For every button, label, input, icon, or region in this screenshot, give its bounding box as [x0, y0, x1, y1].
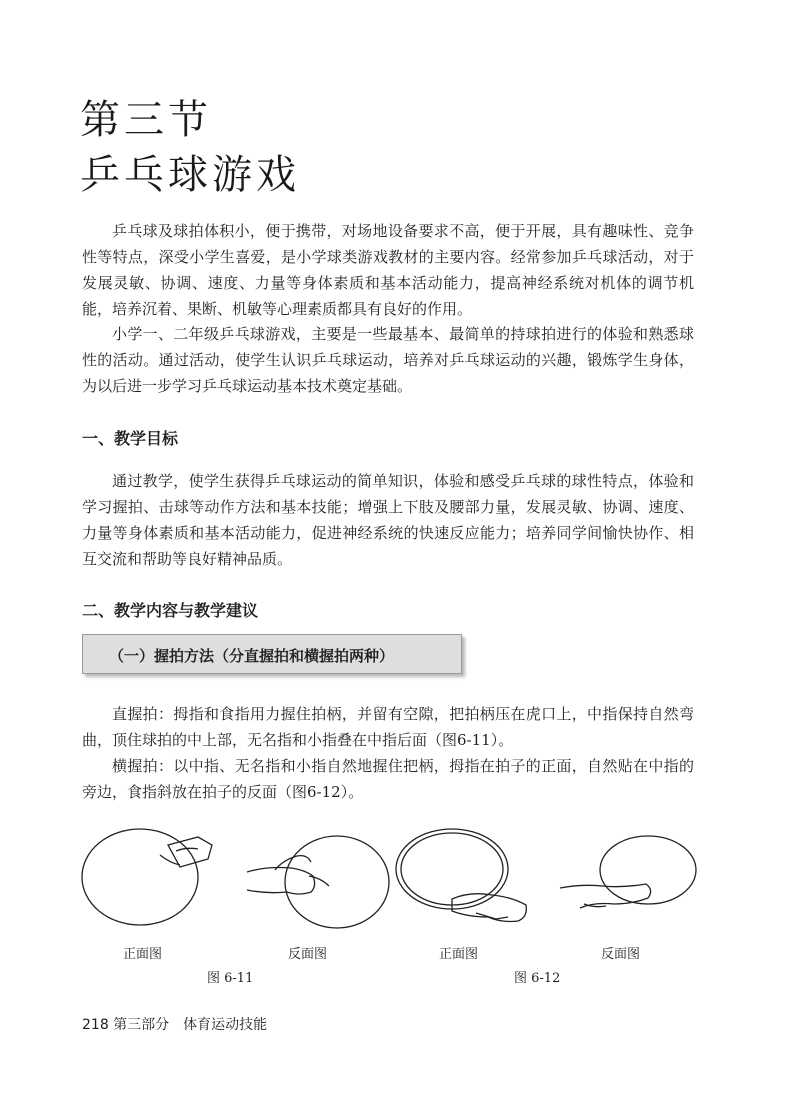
figure-label-6-11: 图 6-11	[207, 971, 254, 986]
figure-6-11-front-illustration	[80, 825, 220, 930]
intro-paragraph-2: 小学一、二年级乒乓球游戏，主要是一些最基本、最简单的持球拍进行的体验和熟悉球性的活动。通过活动，使学生认识乒乓球运动，培养对乒乓球运动的兴趣，锻炼学生身体，为以后进一步学习乒乓球运动基本技术奠定基础。	[82, 325, 694, 395]
intro-paragraph-1: 乒乓球及球拍体积小，便于携带，对场地设备要求不高，便于开展，具有趣味性、竞争性等特点，深受小学生喜爱，是小学球类游戏教材的主要内容。经常参加乒乓球活动，对于发展灵敏、协调、速度、力量等身体素质和基本活动能力，提高神经系统对机体的调节机能，培养沉着、果断、机敏等心理素质都具有良好的作用。	[82, 222, 694, 318]
heading-teaching-content: 二、教学内容与教学建议	[82, 601, 259, 620]
figure-label-6-12: 图 6-12	[514, 971, 561, 986]
shakehand-grip-paragraph: 横握拍：以中指、无名指和小指自然地握住把柄，拇指在拍子的正面，自然贴在中指的旁边，食指斜放在拍子的反面（图6-12）。	[82, 757, 694, 801]
page-footer: 218 第三部分 体育运动技能	[82, 1017, 268, 1033]
figure-caption: 反面图	[601, 947, 641, 962]
figure-6-11-back-illustration	[245, 830, 395, 935]
goals-paragraph: 通过教学，使学生获得乒乓球运动的简单知识，体验和感受乒乓球的球性特点，体验和学习握拍、击球等动作方法和基本技能；增强上下肢及腰部力量，发展灵敏、协调、速度、力量等身体素质和基本活动能力，促进神经系统的快速反应能力；培养同学间愉快协作、相互交流和帮助等良好精神品质。	[82, 472, 694, 568]
heading-teaching-goals: 一、教学目标	[82, 429, 179, 448]
figure-6-12-front-illustration	[390, 827, 530, 932]
figure-caption: 正面图	[439, 947, 479, 962]
section-title: 乒乓球游戏	[80, 152, 300, 198]
figure-6-12-back-illustration	[560, 830, 700, 930]
penhold-grip-paragraph: 直握拍：拇指和食指用力握住拍柄，并留有空隙，把拍柄压在虎口上，中指保持自然弯曲，顶住球拍的中上部，无名指和小指叠在中指后面（图6-11）。	[82, 705, 694, 749]
figure-caption: 反面图	[288, 947, 328, 962]
section-number-title: 第三节	[80, 97, 212, 143]
figure-caption: 正面图	[123, 947, 163, 962]
subheading-box	[82, 634, 462, 674]
subheading-grip-methods: （一）握拍方法（分直握拍和横握拍两种）	[109, 647, 395, 665]
